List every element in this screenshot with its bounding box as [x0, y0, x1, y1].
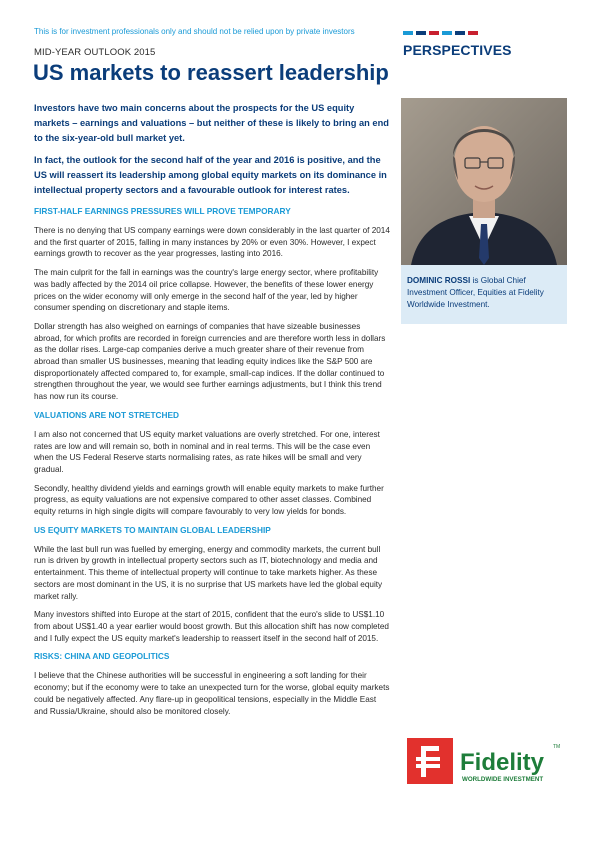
body-paragraph: The main culprit for the fall in earnings was the country's large energy sector, where profitability was badly affected by the 2014 oil price collapse. However, the benefits of these lower energy prices on the wider economy will only emerge in the second half of the year, led by higher consumer spending on discretionary and staple items.	[34, 268, 379, 313]
section-heading: US EQUITY MARKETS TO MAINTAIN GLOBAL LEADERSHIP	[34, 524, 271, 535]
fidelity-logo	[407, 738, 563, 786]
disclaimer: This is for investment professionals only and should not be relied upon by private investors	[34, 27, 355, 36]
flag-bar	[455, 31, 465, 35]
body-paragraph: I believe that the Chinese authorities will be successful in engineering a soft landing for their economy; but if the economy were to take an unexpected turn for the worse, global equity markets could be negatively affected. Any flare-up in geopolitical tensions, especially in the Middle East and Russia/Ukraine, should also be monitored closely.	[34, 671, 390, 716]
author-portrait	[401, 98, 567, 265]
logo-wordmark: Fidelity	[460, 749, 545, 776]
section-heading: FIRST-HALF EARNINGS PRESSURES WILL PROVE TEMPORARY	[34, 206, 291, 216]
lead-paragraph: In fact, the outlook for the second half of the year and 2016 is positive, and the US will reassert its leadership among global equity markets on its dominance in intellectual property sectors and a favourable outlook for interest rates.	[34, 155, 387, 195]
body-paragraph: There is no denying that US company earnings were down considerably in the last quarter of 2014 and the first quarter of 2015, falling in many instances by 20% or even 30%. However, I expect earnings growth to recover as the year progresses, lasting into 2016.	[34, 226, 390, 259]
body-paragraph: Secondly, healthy dividend yields and earnings growth will enable equity markets to make further progress, as equity valuations are not expensive compared to other asset classes. Combined equity returns in high single digits will compare favourably to very low yields for bonds.	[34, 483, 384, 517]
flag-bar	[403, 31, 413, 35]
flag-bar	[468, 31, 478, 35]
flag-bar	[442, 31, 452, 35]
section-heading: VALUATIONS ARE NOT STRETCHED	[34, 409, 180, 420]
body-paragraph: Many investors shifted into Europe at the start of 2015, confident that the euro's slide to US$1.10 from about US$1.40 a year earlier would boost growth. But this allocation shift has now completed and I fully expect the US equity market's leadership to reassert itself in the second half of 2015.	[34, 610, 389, 643]
logo-tagline: WORLDWIDE INVESTMENT	[462, 776, 544, 783]
flag-bar	[429, 31, 439, 35]
flag-bar	[416, 31, 426, 35]
article-body	[34, 101, 390, 724]
page-title: US markets to reassert leadership	[33, 60, 389, 85]
author-caption	[401, 265, 567, 324]
lead-paragraph: Investors have two main concerns about the prospects for the US equity markets – earnings and valuations – but neither of these is likely to bring an end to the six-year-old bull market yet.	[34, 103, 389, 143]
body-paragraph: I am also not concerned that US equity market valuations are overly stretched. For one, interest rates are low and will remain so, both in nominal and in real terms. This will be the case even when the US Federal Reserve starts normalising rates, as rate hikes will be small and very gradual.	[34, 429, 380, 474]
author-description: is Global Chief Investment Officer, Equities at Fidelity Worldwide Investment.	[407, 276, 544, 309]
series-label: MID-YEAR OUTLOOK 2015	[34, 47, 156, 58]
section-heading: RISKS: CHINA AND GEOPOLITICS	[34, 651, 170, 662]
body-paragraph: While the last bull run was fuelled by emerging, energy and commodity markets, the current bull run is driven by growth in intellectual property sectors such as IT, biotechnology and media and entertainment. This theme of intellectual property will continue to take markets higher. As these sectors are most dominant in the US, it is no surprise that US markets have led the global equity market rally.	[34, 544, 383, 601]
body-paragraph: Dollar strength has also weighed on earnings of companies that have sizeable businesses abroad, for which profits are recorded in foreign currencies and are therefore worth less in dollars as the dollar rises. Large-cap companies derive a much greater share of their revenue from abroad than smaller US businesses, meaning that leading equity indices like the S&P 500 are disproportionately affected compared to, for example, small-cap indices. If the dollar continued to strengthen throughout the year, we would see further earnings adjustments, but I think this trend has now run its course.	[34, 321, 386, 402]
brand-flag	[403, 31, 478, 35]
brand-label: PERSPECTIVES	[403, 42, 512, 58]
logo-trademark: TM	[553, 744, 561, 750]
author-name: DOMINIC ROSSI	[407, 276, 471, 285]
